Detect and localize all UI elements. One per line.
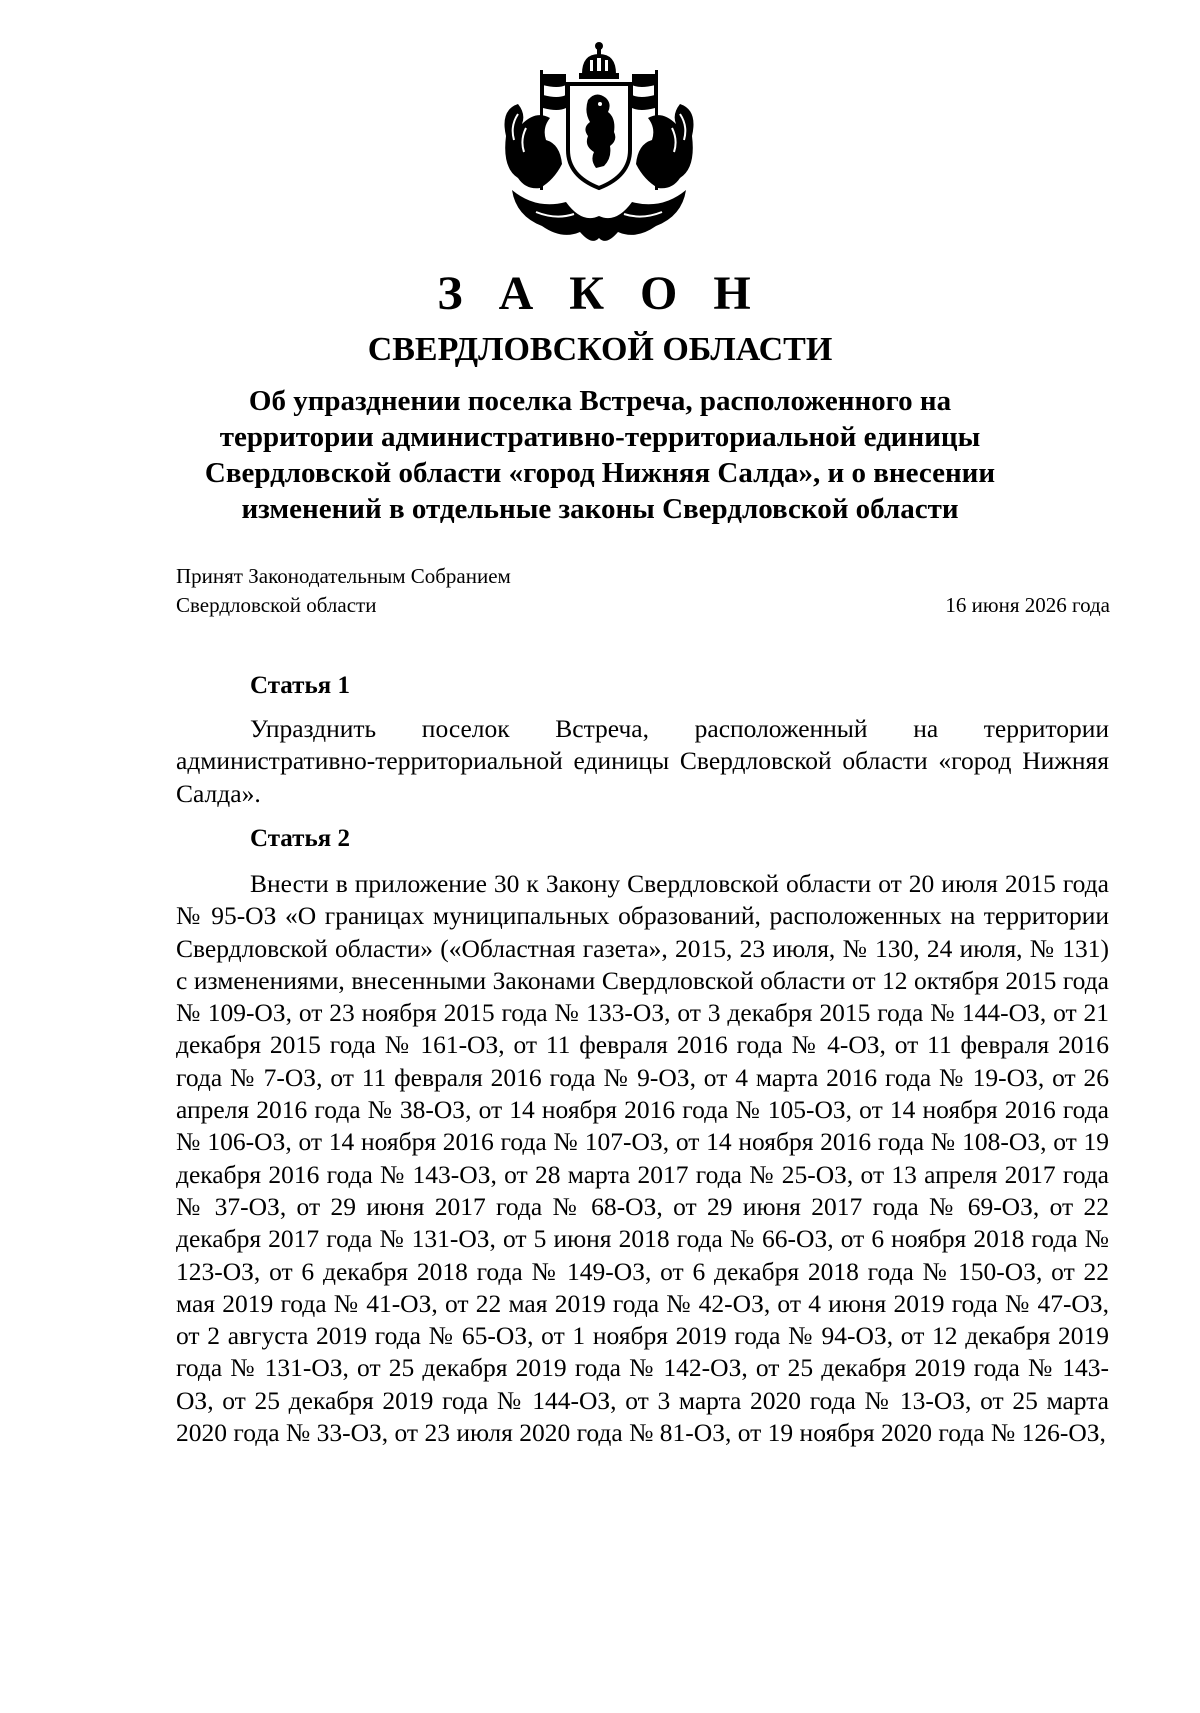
document-region: СВЕРДЛОВСКОЙ ОБЛАСТИ — [367, 331, 833, 368]
adopted-by — [176, 562, 511, 620]
article-2-text: Внести в приложение 30 к Закону Свердловской области от 20 июля 2015 года № 95-ОЗ «О границах муниципальных образований, расположенных на территории Свердловской области» («Областная газета», 2015, 23 июля, № 130, 24 июля, № 131) с изменениями, внесенными Законами Свердловской области от 12 октября 2015 года № 109-ОЗ, от 23 ноября 2015 года № 133-ОЗ, от 3 декабря 2015 года № 144-ОЗ, от 21 декабря 2015 года № 161-ОЗ, от 11 февраля 2016 года № 4-ОЗ, от 11 февраля 2016 года № 7-ОЗ, от 11 февраля 2016 года № 9-ОЗ, от 4 марта 2016 года № 19-ОЗ, от 26 апреля 2016 года № 38-ОЗ, от 14 ноября 2016 года № 105-ОЗ, от 14 ноября 2016 года № 106-ОЗ, от 14 ноября 2016 года № 107-ОЗ, от 14 ноября 2016 года № 108-ОЗ, от 19 декабря 2016 года № 143-ОЗ, от 28 марта 2017 года № 25-ОЗ, от 13 апреля 2017 года № 37-ОЗ, от 29 июня 2017 года № 68-ОЗ, от 29 июня 2017 года № 69-ОЗ, от 22 декабря 2017 года № 131-ОЗ, от 5 июня 2018 года № 66-ОЗ, от 6 ноября 2018 года № 123-ОЗ, от 6 декабря 2018 года № 149-ОЗ, от 6 декабря 2018 года № 150-ОЗ, от 22 мая 2019 года № 41-ОЗ, от 22 мая 2019 года № 42-ОЗ, от 4 июня 2019 года № 47-ОЗ, от 2 августа 2019 года № 65-ОЗ, от 1 ноября 2019 года № 94-ОЗ, от 12 декабря 2019 года № 131-ОЗ, от 25 декабря 2019 года № 142-ОЗ, от 25 декабря 2019 года № 143-ОЗ, от 25 декабря 2019 года № 144-ОЗ, от 3 марта 2020 года № 13-ОЗ, от 25 марта 2020 года № 33-ОЗ, от 23 июля 2020 года № 81-ОЗ, от 19 ноября 2020 года № 126-ОЗ, — [176, 869, 1109, 1448]
article-1-heading: Статья 1 — [250, 672, 350, 699]
article-1-text: Упразднить поселок Встреча, расположенный на территории административно-территориальной единицы Свердловской области «город Нижняя Салда». — [176, 714, 1109, 808]
document-title: З А К О Н — [437, 267, 763, 320]
adopted-date: 16 июня 2026 года — [945, 593, 1110, 617]
adopted-by-line1: Принят Законодательным Собранием — [176, 564, 511, 588]
document-subject: Об упразднении поселка Встреча, расположенного на территории административно-территориальной единицы Свердловской области «город Нижняя Салда», и о внесении изменений в отдельные законы Свердловской области — [204, 385, 996, 525]
coat-of-arms-icon — [496, 40, 702, 250]
adopted-by-line2: Свердловской области — [176, 593, 377, 617]
article-2-heading: Статья 2 — [250, 825, 350, 852]
